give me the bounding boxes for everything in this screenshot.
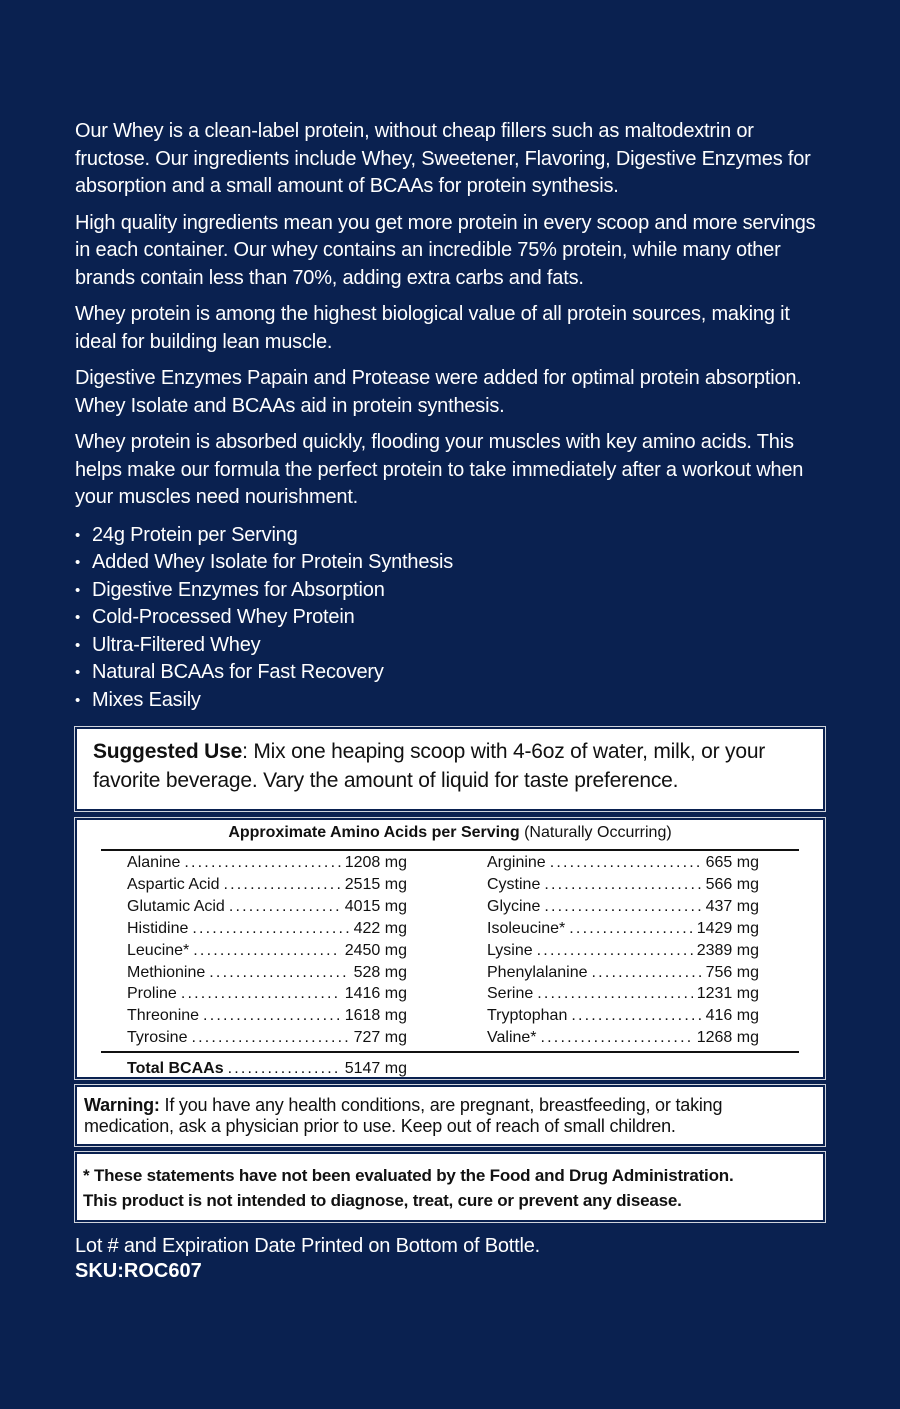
dot-leader	[544, 896, 701, 918]
dot-leader	[571, 1005, 701, 1027]
dot-leader	[223, 874, 340, 896]
suggested-use-box	[75, 727, 825, 811]
dot-leader	[544, 874, 701, 896]
amino-row	[127, 1027, 407, 1049]
fda-disclaimer-line: This product is not intended to diagnose, treat, cure or prevent any disease.	[83, 1191, 682, 1210]
total-bcaas-value: 5147 mg	[344, 1060, 407, 1077]
sku-code: SKU:ROC607	[75, 1260, 202, 1282]
amino-row	[127, 896, 407, 918]
amino-value: 2515 mg	[344, 875, 407, 893]
amino-name: Threonine	[127, 1007, 200, 1025]
paragraph: High quality ingredients mean you get more protein in every scoop and more servings in each container. Our whey contains an incredible 75% protein, while many other brands contain less than 70%, adding extra carbs and fats.	[75, 211, 816, 289]
dot-leader	[592, 962, 702, 984]
amino-value: 1416 mg	[344, 985, 407, 1003]
amino-name: Histidine	[127, 919, 189, 937]
amino-name: Isoleucine*	[487, 919, 566, 937]
amino-column-left	[127, 852, 407, 1049]
total-bcaas-label: Total BCAAs	[127, 1060, 224, 1077]
list-item: • 24g Protein per Serving	[75, 522, 825, 550]
dot-leader	[550, 852, 702, 874]
amino-value: 1208 mg	[344, 854, 407, 871]
dot-leader	[203, 1005, 341, 1027]
amino-name: Leucine*	[127, 941, 190, 959]
warning-text: If you have any health conditions, are pregnant, breastfeeding, or taking medication, ask a physician prior to use. Keep out of reach of small children.	[84, 1095, 723, 1136]
paragraph: Our Whey is a clean-label protein, without cheap fillers such as maltodextrin or fructose. Our ingredients include Whey, Sweetener, Flavoring, Digestive Enzymes for absorption and a small amount of BCAAs for protein synthesis.	[75, 120, 811, 197]
dot-leader	[184, 852, 340, 874]
dot-leader	[193, 940, 340, 962]
dot-leader	[537, 940, 693, 962]
amino-acid-table	[75, 818, 825, 1079]
list-item: • Natural BCAAs for Fast Recovery	[75, 659, 825, 687]
amino-value: 665 mg	[705, 854, 759, 871]
paragraph: Whey protein is absorbed quickly, flooding your muscles with key amino acids. This helps make our formula the perfect protein to take immediately after a workout when your muscles need nourishment.	[75, 431, 804, 508]
amino-row	[487, 918, 759, 940]
amino-name: Valine*	[487, 1029, 537, 1047]
list-item: • Cold-Processed Whey Protein	[75, 604, 825, 632]
amino-name: Alanine	[127, 854, 181, 871]
table-top-rule	[101, 849, 799, 851]
dot-leader	[541, 1027, 693, 1049]
amino-name: Tryptophan	[487, 1007, 568, 1025]
amino-value: 1268 mg	[696, 1029, 759, 1047]
dot-leader	[229, 896, 341, 918]
description-section	[75, 118, 825, 715]
feature-list	[75, 522, 825, 715]
amino-title-note: (Naturally Occurring)	[519, 824, 672, 841]
paragraph: Whey protein is among the highest biological value of all protein sources, making it ideal for building lean muscle.	[75, 303, 790, 353]
amino-row	[487, 852, 759, 874]
amino-value: 416 mg	[705, 1007, 759, 1025]
dot-leader	[192, 918, 349, 940]
amino-row	[487, 962, 759, 984]
paragraph: Digestive Enzymes Papain and Protease were added for optimal protein absorption. Whey Isolate and BCAAs aid in protein synthesis.	[75, 367, 802, 417]
amino-value: 528 mg	[353, 963, 407, 981]
amino-row	[487, 940, 759, 962]
amino-name: Arginine	[487, 854, 546, 871]
amino-row	[127, 1005, 407, 1027]
warning-box	[75, 1085, 825, 1146]
table-bottom-rule	[101, 1051, 799, 1053]
dot-leader	[181, 983, 341, 1005]
amino-value: 4015 mg	[344, 897, 407, 915]
amino-row	[127, 962, 407, 984]
suggested-use-label: Suggested Use	[93, 740, 243, 763]
amino-title-bold: Approximate Amino Acids per Serving	[228, 824, 520, 841]
amino-row	[487, 896, 759, 918]
amino-value: 437 mg	[705, 897, 759, 915]
amino-row	[127, 874, 407, 896]
dot-leader	[209, 962, 349, 984]
dot-leader	[228, 1058, 341, 1080]
list-item: • Added Whey Isolate for Protein Synthesis	[75, 549, 825, 577]
amino-name: Serine	[487, 985, 534, 1003]
amino-value: 1429 mg	[696, 919, 759, 937]
warning-label: Warning:	[84, 1095, 160, 1115]
list-item: • Mixes Easily	[75, 687, 825, 715]
suggested-use-text: : Mix one heaping scoop with 4-6oz of water, milk, or your favorite beverage. Vary the amount of liquid for taste preference.	[93, 740, 766, 792]
amino-column-right	[487, 852, 759, 1049]
amino-table-title	[77, 822, 823, 844]
dot-leader	[537, 983, 692, 1005]
amino-row	[127, 983, 407, 1005]
amino-value: 756 mg	[705, 963, 759, 981]
amino-name: Phenylalanine	[487, 963, 588, 981]
fda-disclaimer-line: * These statements have not been evaluated by the Food and Drug Administration.	[83, 1166, 734, 1185]
amino-value: 566 mg	[705, 875, 759, 893]
lot-expiration-note: Lot # and Expiration Date Printed on Bottom of Bottle.	[75, 1235, 541, 1257]
fda-disclaimer-box	[75, 1152, 825, 1222]
amino-row	[127, 852, 407, 874]
amino-value: 1618 mg	[344, 1007, 407, 1025]
amino-name: Methionine	[127, 963, 206, 981]
amino-value: 2450 mg	[344, 941, 407, 959]
amino-row	[487, 983, 759, 1005]
amino-name: Tyrosine	[127, 1029, 188, 1047]
amino-name: Aspartic Acid	[127, 875, 220, 893]
amino-value: 727 mg	[353, 1029, 407, 1047]
dot-leader	[569, 918, 692, 940]
amino-name: Cystine	[487, 875, 541, 893]
amino-name: Glycine	[487, 897, 541, 915]
amino-value: 422 mg	[353, 919, 407, 937]
amino-value: 1231 mg	[696, 985, 759, 1003]
amino-name: Glutamic Acid	[127, 897, 225, 915]
amino-row	[487, 1027, 759, 1049]
amino-row	[487, 1005, 759, 1027]
dot-leader	[191, 1027, 349, 1049]
total-bcaas-row	[127, 1058, 407, 1080]
amino-value: 2389 mg	[696, 941, 759, 959]
amino-row	[127, 918, 407, 940]
amino-row	[127, 940, 407, 962]
list-item: • Digestive Enzymes for Absorption	[75, 577, 825, 605]
list-item: • Ultra-Filtered Whey	[75, 632, 825, 660]
amino-name: Proline	[127, 985, 177, 1003]
amino-row	[487, 874, 759, 896]
amino-name: Lysine	[487, 941, 533, 959]
